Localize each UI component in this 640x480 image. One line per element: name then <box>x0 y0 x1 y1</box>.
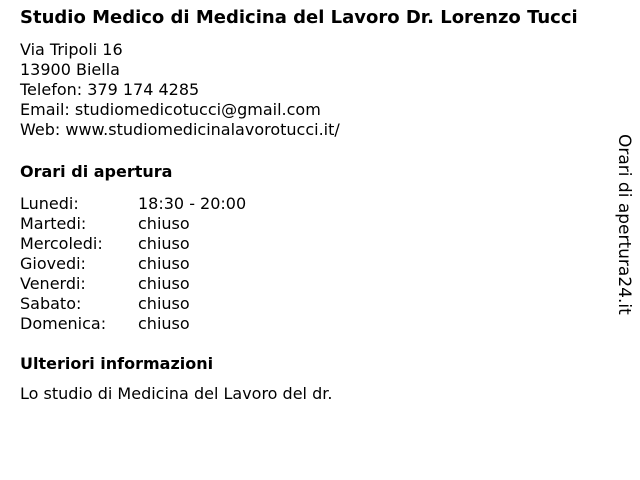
day-label: Mercoledi: <box>20 234 103 253</box>
hours-row <box>20 214 610 234</box>
address-block <box>20 40 610 140</box>
day-label: Martedi: <box>20 214 87 233</box>
day-label: Lunedi: <box>20 194 79 213</box>
hours-value: chiuso <box>138 314 190 333</box>
hours-value: 18:30 - 20:00 <box>138 194 247 213</box>
site-watermark: Orari di apertura24.it <box>614 134 634 315</box>
hours-value: chiuso <box>138 214 190 233</box>
business-name: Studio Medico di Medicina del Lavoro Dr. Lorenzo Tucci <box>20 7 578 28</box>
hours-value: chiuso <box>138 254 190 273</box>
street: Via Tripoli 16 <box>20 40 123 59</box>
email[interactable]: Email: studiomedicotucci@gmail.com <box>20 100 321 119</box>
day-label: Giovedi: <box>20 254 86 273</box>
day-label: Sabato: <box>20 294 82 313</box>
day-label: Domenica: <box>20 314 107 333</box>
opening-hours-heading: Orari di apertura <box>20 162 173 181</box>
hours-row <box>20 194 610 214</box>
website[interactable]: Web: www.studiomedicinalavorotucci.it/ <box>20 120 340 139</box>
hours-value: chiuso <box>138 274 190 293</box>
opening-hours-list <box>20 194 610 334</box>
hours-value: chiuso <box>138 234 190 253</box>
additional-info-heading: Ulteriori informazioni <box>20 354 214 373</box>
hours-row <box>20 234 610 254</box>
phone[interactable]: Telefon: 379 174 4285 <box>20 80 200 99</box>
additional-info-text: Lo studio di Medicina del Lavoro del dr. <box>20 384 333 403</box>
day-label: Venerdi: <box>20 274 86 293</box>
hours-row <box>20 274 610 294</box>
hours-value: chiuso <box>138 294 190 313</box>
city: 13900 Biella <box>20 60 120 79</box>
hours-row <box>20 294 610 314</box>
hours-row <box>20 314 610 334</box>
content <box>20 8 610 404</box>
hours-row <box>20 254 610 274</box>
